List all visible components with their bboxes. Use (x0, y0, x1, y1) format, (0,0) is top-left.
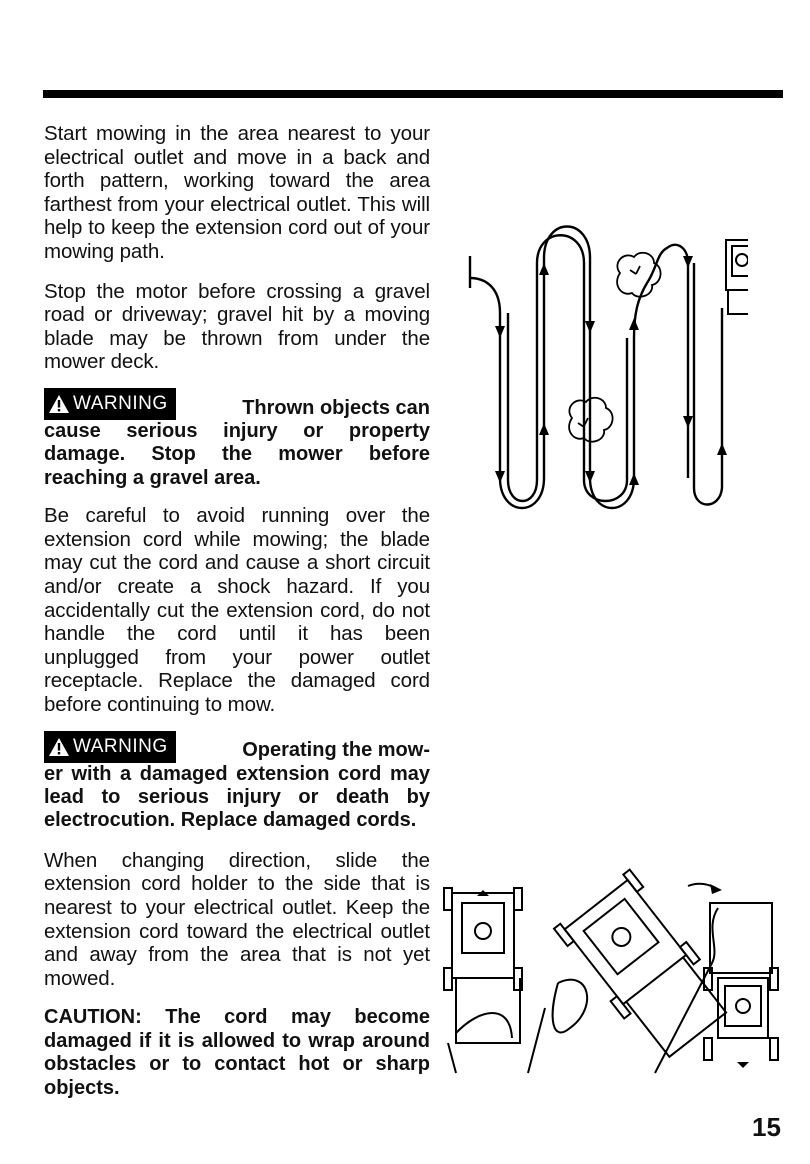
paragraph-extension-cord: Be careful to avoid running over the extension cord while mowing; the blade may cut the cord and cause a short circuit and/or create a shock hazard. If you accidentally cut the extension cord, do not handle the cord until it has been unplugged from your power outlet receptacle. Replace the damaged cord before continuing to mow. (44, 504, 430, 716)
warning-body: cause serious injury or property damage. Stop the mower before reaching a gravel area. (44, 419, 430, 489)
changing-direction-illustration (440, 868, 785, 1083)
mowing-pattern-illustration (462, 218, 748, 518)
warning-label: WARNING (44, 388, 176, 420)
warning-triangle-icon (48, 737, 70, 757)
caution-text: CAUTION: The cord may become damaged if it is allowed to wrap around obstacles or to contact hot or sharp objects. (44, 1006, 430, 1099)
page-number: 15 (752, 1112, 781, 1142)
paragraph-mowing-pattern: Start mowing in the area nearest to your electrical outlet and move in a back and forth pattern, working toward the area farthest from your electrical outlet. This will help to keep the extension cord out of your mowing path. (44, 122, 430, 263)
paragraph-changing-direction: When changing direction, slide the extension cord holder to the side that is nearest to your electrical outlet. Keep the extension cord toward the electrical outlet and away from the area that is not yet mowed. (44, 848, 430, 990)
warning-thrown-objects (44, 388, 430, 490)
warning-triangle-icon (48, 394, 70, 414)
warning-label: WARNING (44, 731, 176, 763)
warning-lead: Thrown objects can (242, 396, 430, 419)
warning-damaged-cord (44, 731, 430, 833)
header-rule (43, 90, 783, 98)
warning-body: er with a damaged extension cord may lead to serious injury or death by electrocution. Replace damaged cords. (44, 762, 430, 832)
paragraph-gravel: Stop the motor before crossing a gravel road or driveway; gravel hit by a moving blade may be thrown from under the mower deck. (44, 279, 430, 374)
text-column (44, 122, 430, 1100)
warning-lead: Operating the mow- (242, 739, 430, 762)
